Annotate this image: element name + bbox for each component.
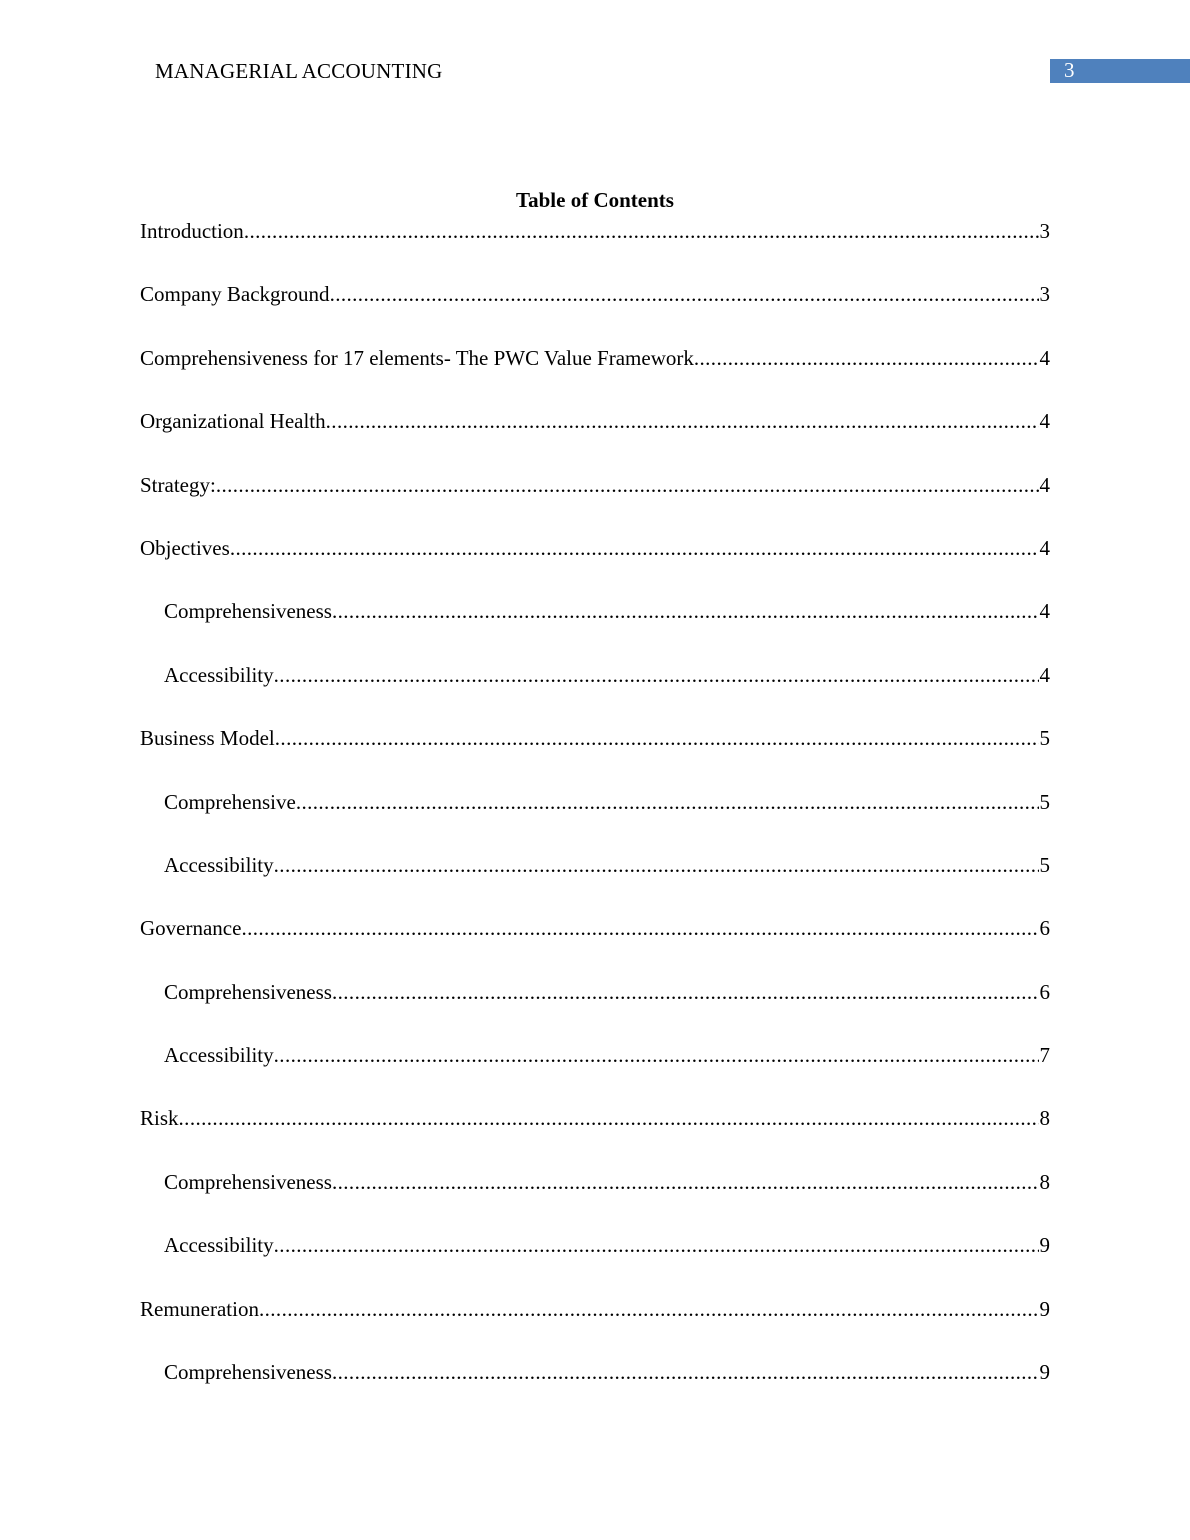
toc-entry-page: 4 bbox=[1039, 535, 1050, 560]
toc-entry-page: 5 bbox=[1039, 789, 1050, 814]
toc-entry[interactable] bbox=[140, 1231, 1050, 1294]
toc-dot-leader bbox=[230, 534, 1039, 562]
toc-entry-label: Organizational Health bbox=[140, 409, 326, 434]
toc-entry-page: 9 bbox=[1039, 1296, 1050, 1321]
toc-entry-page: 4 bbox=[1039, 409, 1050, 434]
toc-entry[interactable] bbox=[140, 217, 1050, 280]
toc-entry-label: Comprehensiveness bbox=[164, 1360, 332, 1385]
toc-entry[interactable] bbox=[140, 1104, 1050, 1167]
toc-entry[interactable] bbox=[140, 724, 1050, 787]
toc-entry-page: 8 bbox=[1039, 1169, 1050, 1194]
toc-entry[interactable] bbox=[140, 1041, 1050, 1104]
toc-entry-label: Business Model bbox=[140, 726, 275, 751]
toc-dot-leader bbox=[332, 1168, 1039, 1196]
running-head: MANAGERIAL ACCOUNTING bbox=[155, 59, 443, 83]
toc-entry[interactable] bbox=[140, 1168, 1050, 1231]
toc-entry-page: 6 bbox=[1039, 979, 1050, 1004]
toc-entry[interactable] bbox=[140, 280, 1050, 343]
toc-entry-page: 4 bbox=[1039, 599, 1050, 624]
toc-entry-page: 8 bbox=[1039, 1106, 1050, 1131]
table-of-contents bbox=[140, 217, 1050, 1421]
toc-entry-page: 3 bbox=[1039, 219, 1050, 243]
toc-entry[interactable] bbox=[140, 851, 1050, 914]
toc-dot-leader bbox=[326, 407, 1039, 435]
toc-dot-leader bbox=[274, 1231, 1039, 1259]
toc-dot-leader bbox=[332, 1358, 1039, 1386]
toc-entry-label: Accessibility bbox=[164, 1043, 274, 1068]
toc-entry-label: Comprehensiveness bbox=[164, 1169, 332, 1194]
toc-entry-label: Remuneration bbox=[140, 1296, 259, 1321]
toc-entry[interactable] bbox=[140, 534, 1050, 597]
toc-dot-leader bbox=[274, 661, 1039, 689]
toc-entry-page: 4 bbox=[1039, 662, 1050, 687]
toc-entry-page: 5 bbox=[1039, 726, 1050, 751]
toc-entry[interactable] bbox=[140, 471, 1050, 534]
toc-entry[interactable] bbox=[140, 407, 1050, 470]
toc-dot-leader bbox=[274, 851, 1039, 879]
toc-entry-page: 7 bbox=[1039, 1043, 1050, 1068]
toc-entry[interactable] bbox=[140, 788, 1050, 851]
toc-entry-label: Comprehensiveness bbox=[164, 599, 332, 624]
toc-entry[interactable] bbox=[140, 661, 1050, 724]
toc-entry-label: Risk bbox=[140, 1106, 179, 1131]
toc-entry[interactable] bbox=[140, 344, 1050, 407]
toc-entry-label: Introduction bbox=[140, 219, 244, 243]
toc-entry-label: Comprehensiveness bbox=[164, 979, 332, 1004]
toc-entry-page: 4 bbox=[1039, 345, 1050, 370]
toc-entry-label: Company Background bbox=[140, 282, 330, 307]
toc-title: Table of Contents bbox=[516, 188, 674, 212]
toc-dot-leader bbox=[296, 788, 1039, 816]
toc-entry-page: 5 bbox=[1039, 852, 1050, 877]
toc-entry[interactable] bbox=[140, 914, 1050, 977]
toc-dot-leader bbox=[244, 217, 1039, 245]
toc-dot-leader bbox=[330, 280, 1039, 308]
toc-entry-label: Accessibility bbox=[164, 662, 274, 687]
toc-dot-leader bbox=[274, 1041, 1039, 1069]
toc-dot-leader bbox=[275, 724, 1039, 752]
toc-entry[interactable] bbox=[140, 597, 1050, 660]
toc-entry-label: Strategy: bbox=[140, 472, 216, 497]
toc-dot-leader bbox=[332, 597, 1039, 625]
toc-entry[interactable] bbox=[140, 978, 1050, 1041]
toc-dot-leader bbox=[216, 471, 1039, 499]
toc-entry-label: Accessibility bbox=[164, 1233, 274, 1258]
toc-entry-label: Accessibility bbox=[164, 852, 274, 877]
toc-entry-page: 9 bbox=[1039, 1360, 1050, 1385]
toc-dot-leader bbox=[332, 978, 1039, 1006]
toc-entry-label: Objectives bbox=[140, 535, 230, 560]
toc-entry-label: Governance bbox=[140, 916, 242, 941]
toc-entry-page: 4 bbox=[1039, 472, 1050, 497]
toc-entry-page: 6 bbox=[1039, 916, 1050, 941]
toc-dot-leader bbox=[694, 344, 1039, 372]
toc-entry-page: 9 bbox=[1039, 1233, 1050, 1258]
page-number-box bbox=[1050, 59, 1190, 83]
toc-entry-label: Comprehensiveness for 17 elements- The PWC Value Framework bbox=[140, 345, 694, 370]
toc-dot-leader bbox=[179, 1104, 1039, 1132]
toc-dot-leader bbox=[259, 1295, 1039, 1323]
toc-dot-leader bbox=[241, 914, 1038, 942]
toc-entry[interactable] bbox=[140, 1358, 1050, 1421]
page-number: 3 bbox=[1064, 58, 1075, 82]
toc-entry[interactable] bbox=[140, 1295, 1050, 1358]
toc-entry-page: 3 bbox=[1039, 282, 1050, 307]
toc-entry-label: Comprehensive bbox=[164, 789, 296, 814]
